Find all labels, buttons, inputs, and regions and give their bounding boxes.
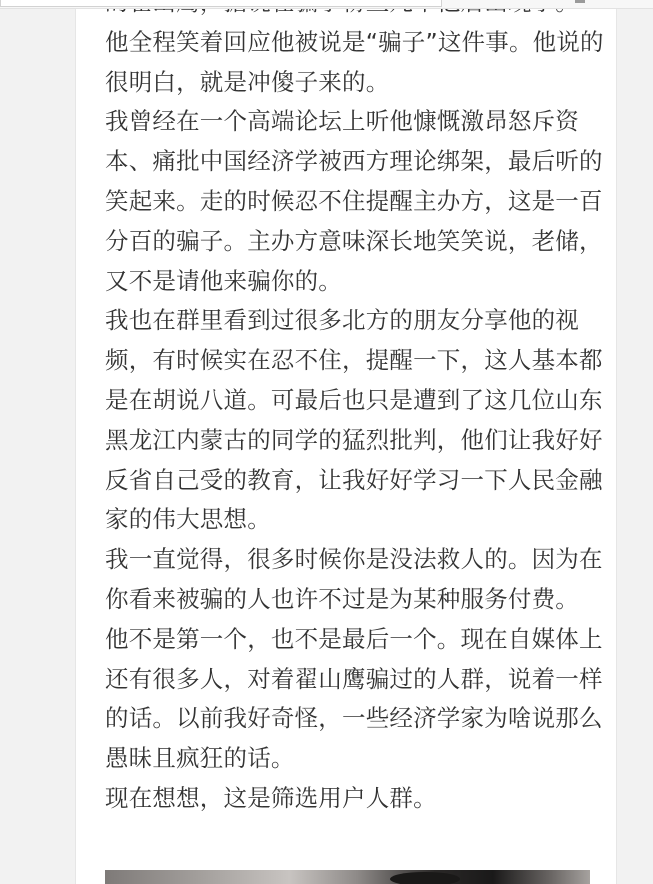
article-paragraph: 他不是第一个，也不是最后一个。现在自媒体上还有很多人，对着翟山鹰骗过的人群，说着一样的话。以前我好奇怪，一些经济学家为啥说那么愚昧且疯狂的话。 xyxy=(105,624,603,773)
window-control-icon[interactable] xyxy=(575,0,585,3)
article-paragraph: 他全程笑着回应他被说是“骗子”这件事。他说的很明白，就是冲傻子来的。 xyxy=(105,27,604,96)
address-field[interactable] xyxy=(0,0,442,7)
browser-toolbar xyxy=(0,0,653,9)
article-image xyxy=(105,870,590,884)
article-paragraph: 我一直觉得，很多时候你是没法救人的。因为在你看来被骗的人也许不过是为某种服务付费。 xyxy=(105,545,603,613)
article-paragraph: 我曾经在一个高端论坛上听他慷慨激昂怒斥资本、痛批中国经济学被西方理论绑架，最后听的笑起来。走的时候忍不住提醒主办方，这是一百分百的骗子。主办方意味深长地笑笑说，老储，又不是请他来骗你的。 xyxy=(105,107,603,295)
article-paragraph: 现在想想，这是筛选用户人群。 xyxy=(105,783,437,812)
article-paragraph: 我也在群里看到过很多北方的朋友分享他的视频，有时候实在忍不住，提醒一下，这人基本都是在胡说八道。可最后也只是遭到了这几位山东黑龙江内蒙古的同学的猛烈批判，他们让我好好反省自己受的教育，让我好好学习一下人民金融家的伟大思想。 xyxy=(105,306,603,534)
article-body xyxy=(105,4,605,819)
image-detail xyxy=(390,872,460,884)
article-page xyxy=(75,0,617,884)
